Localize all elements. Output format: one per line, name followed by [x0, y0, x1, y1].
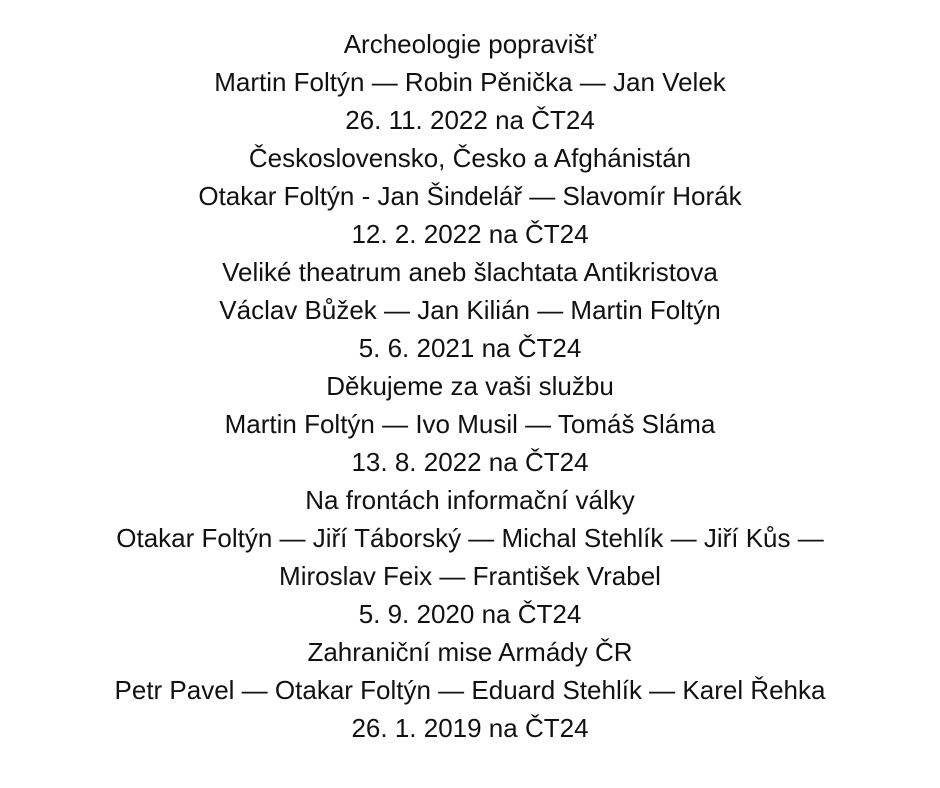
program-date: 5. 9. 2020 na ČT24	[358, 599, 582, 629]
program-entry	[0, 481, 940, 633]
program-date: 26. 11. 2022 na ČT24	[345, 105, 595, 135]
program-date: 12. 2. 2022 na ČT24	[351, 219, 589, 249]
program-title: Zahraniční mise Armády ČR	[307, 637, 633, 667]
program-title: Veliké theatrum aneb šlachtata Antikristova	[222, 257, 718, 287]
program-authors: Petr Pavel — Otakar Foltýn — Eduard Stehlík — Karel Řehka	[114, 675, 826, 705]
program-authors: Otakar Foltýn — Jiří Táborský — Michal Stehlík — Jiří Kůs —	[116, 523, 824, 553]
program-list	[0, 25, 940, 747]
program-title: Archeologie popravišť	[343, 29, 597, 59]
program-date: 26. 1. 2019 na ČT24	[351, 713, 589, 743]
program-entry	[0, 253, 940, 367]
program-title: Československo, Česko a Afghánistán	[248, 143, 692, 173]
program-entry	[0, 633, 940, 747]
program-authors: Otakar Foltýn - Jan Šindelář — Slavomír Horák	[198, 181, 742, 211]
program-date: 5. 6. 2021 na ČT24	[358, 333, 582, 363]
program-date: 13. 8. 2022 na ČT24	[351, 447, 589, 477]
program-authors: Martin Foltýn — Robin Pěnička — Jan Velek	[214, 67, 726, 97]
program-title: Na frontách informační války	[305, 485, 635, 515]
program-authors-continued: Miroslav Feix — František Vrabel	[279, 561, 661, 591]
program-title: Děkujeme za vaši službu	[326, 371, 614, 401]
program-authors: Martin Foltýn — Ivo Musil — Tomáš Sláma	[224, 409, 716, 439]
program-entry	[0, 25, 940, 139]
program-authors: Václav Bůžek — Jan Kilián — Martin Foltýn	[219, 295, 721, 325]
program-entry	[0, 139, 940, 253]
program-entry	[0, 367, 940, 481]
